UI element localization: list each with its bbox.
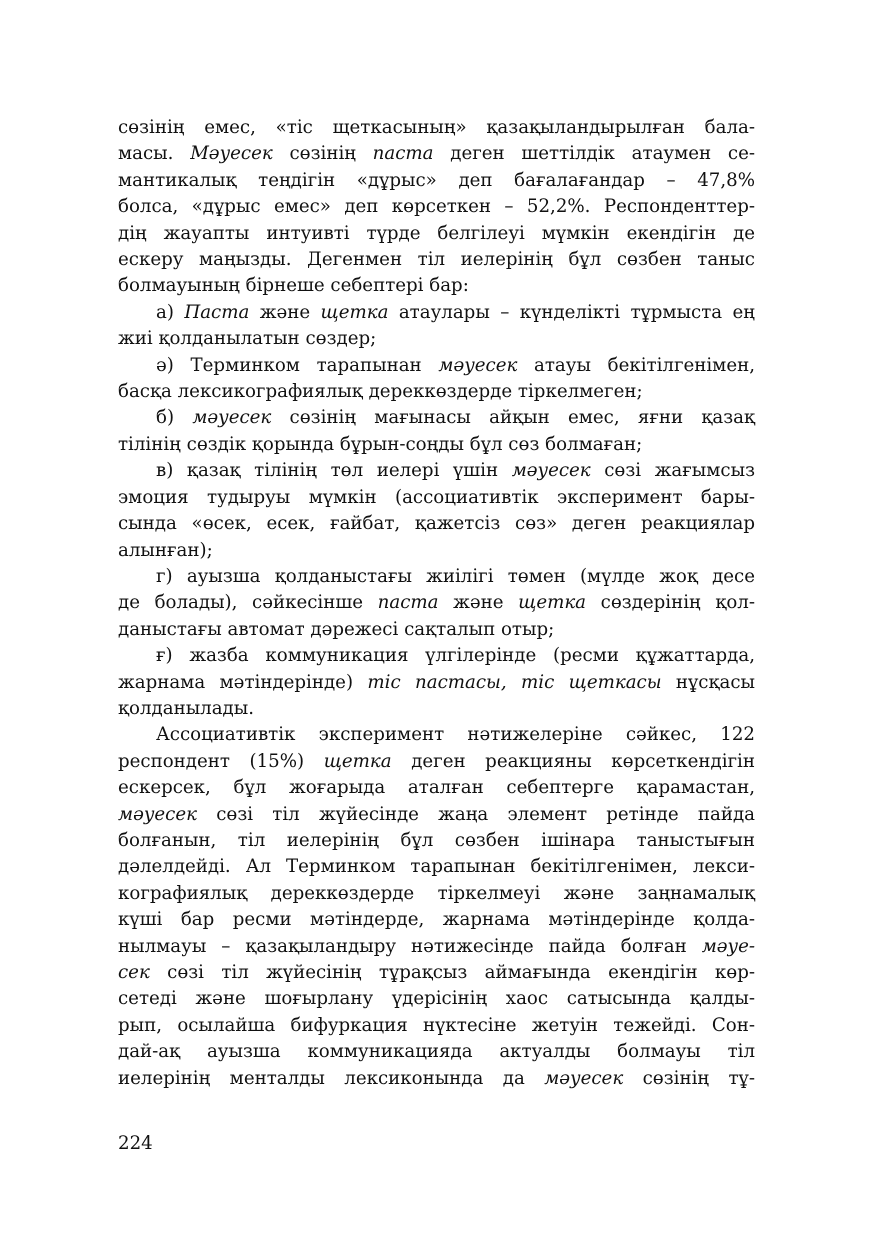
italic-term: щетка xyxy=(518,592,587,614)
text-run: сөзі тіл жүйесінің тұрақсыз аймағында екендігін көр- xyxy=(149,962,755,983)
text-run: алынған); xyxy=(118,539,213,561)
italic-term: Паста xyxy=(184,301,250,323)
text-line xyxy=(118,432,755,458)
paragraph-p7 xyxy=(118,643,755,722)
text-run: атаулары – күнделікті тұрмыста ең xyxy=(388,301,755,323)
italic-term: щетка xyxy=(323,750,392,772)
text-line xyxy=(118,670,755,696)
paragraph-p3 xyxy=(118,353,755,406)
text-run: де болады), сәйкесінше xyxy=(118,592,378,614)
text-line xyxy=(118,722,755,748)
text-run: респондент (15%) xyxy=(118,750,324,772)
text-line xyxy=(118,300,755,326)
text-run: болғанын, тіл иелерінің бұл сөзбен ішінара таныстығын xyxy=(118,829,755,851)
text-line xyxy=(118,353,755,379)
text-run: деген шеттілдік атаумен се- xyxy=(433,143,755,165)
text-line xyxy=(118,1013,755,1039)
text-line xyxy=(118,326,755,352)
text-run: мантикалық теңдігін «дұрыс» деп бағалағандар – 47,8% xyxy=(118,169,755,191)
text-line xyxy=(118,775,755,801)
text-run: кографиялық дереккөздерде тіркелмеуі және заңнамалық xyxy=(118,882,755,904)
italic-term: сек xyxy=(118,962,150,983)
text-line xyxy=(118,564,755,590)
text-run: б) xyxy=(156,407,193,429)
paragraph-p2 xyxy=(118,300,755,353)
text-run: және xyxy=(438,592,519,614)
text-run: атауы бекітілгенімен, xyxy=(517,354,755,376)
text-run: сында «өсек, есек, ғайбат, қажетсіз сөз» деген реакциялар xyxy=(118,513,755,535)
text-run: Ассоциативтік эксперимент нәтижелеріне сәйкес, 122 xyxy=(156,724,755,746)
text-run: деген реакцияны көрсеткендігін xyxy=(391,750,755,772)
text-line xyxy=(118,590,755,616)
text-run: болмауының бірнеше себептері бар: xyxy=(118,275,469,297)
text-line xyxy=(118,881,755,907)
text-line xyxy=(118,643,755,669)
text-line xyxy=(118,141,755,167)
text-run: масы. xyxy=(118,143,191,165)
text-line xyxy=(118,168,755,194)
text-run: сөздерінің қол- xyxy=(586,592,755,614)
text-run: тілінің сөздік қорында бұрын-соңды бұл сөз болмаған; xyxy=(118,433,643,455)
text-run: сөзі тіл жүйесінде жаңа элемент ретінде пайда xyxy=(196,803,755,825)
text-run: басқа лексикографиялық дереккөздерде тіркелмеген; xyxy=(118,381,643,403)
paragraph-p6 xyxy=(118,564,755,643)
text-run: ә) Терминком тарапынан xyxy=(156,354,439,376)
text-line xyxy=(118,194,755,220)
text-run: г) ауызша қолданыстағы жиілігі төмен (мүлде жоқ десе xyxy=(156,565,755,587)
paragraph-p4 xyxy=(118,405,755,458)
paragraph-p5 xyxy=(118,458,755,564)
text-run: жарнама мәтіндерінде) xyxy=(118,671,368,693)
text-run: ескерсек, бұл жоғарыда аталған себептерге қарамастан, xyxy=(118,777,755,799)
text-line xyxy=(118,749,755,775)
text-run: нылмауы – қазақыландыру нәтижесінде пайда болған xyxy=(118,935,702,957)
text-run: даныстағы автомат дәрежесі сақталып отыр; xyxy=(118,618,555,640)
italic-term: мәуесек xyxy=(438,354,518,376)
text-line xyxy=(118,986,755,1012)
text-run: сетеді және шоғырлану үдерісінің хаос сатысында қалды- xyxy=(118,988,755,1010)
text-run: дай-ақ ауызша коммуникацияда актуалды болмауы тіл xyxy=(118,1041,755,1063)
text-line xyxy=(118,115,755,141)
text-run: сөзінің емес, «тіс щеткасының» қазақыландырылған бала- xyxy=(118,117,755,138)
text-line xyxy=(118,379,755,405)
text-run: сөзінің мағынасы айқын емес, яғни қазақ xyxy=(271,407,756,429)
text-run: ескеру маңызды. Дегенмен тіл иелерінің бұл сөзбен таныс xyxy=(118,249,755,271)
text-run: ғ) жазба коммуникация үлгілерінде (ресми құжаттарда, xyxy=(156,645,755,667)
italic-term: паста xyxy=(372,143,434,165)
text-line xyxy=(118,696,755,722)
text-run: дәлелдейді. Ал Терминком тарапынан бекітілгенімен, лекси- xyxy=(118,856,755,878)
italic-term: Мәуесек xyxy=(190,143,273,165)
text-run: а) xyxy=(156,301,185,323)
text-run: және xyxy=(249,301,321,323)
text-run: қолданылады. xyxy=(118,697,255,719)
text-line xyxy=(118,907,755,933)
italic-term: мәуесек xyxy=(192,407,272,429)
italic-term: мәуе- xyxy=(701,935,755,957)
text-line xyxy=(118,934,755,960)
text-run: күші бар ресми мәтіндерде, жарнама мәтіндерінде қолда- xyxy=(118,909,755,931)
text-line xyxy=(118,485,755,511)
text-run: сөзінің xyxy=(272,143,373,165)
italic-term: тіс пастасы, тіс щеткасы xyxy=(367,671,662,693)
text-line xyxy=(118,247,755,273)
text-line xyxy=(118,802,755,828)
text-run: эмоция тудыруы мүмкін (ассоциативтік эксперимент бары- xyxy=(118,486,755,508)
text-line xyxy=(118,1066,755,1092)
text-line xyxy=(118,617,755,643)
text-line xyxy=(118,511,755,537)
italic-term: щетка xyxy=(320,301,389,323)
italic-term: мәуесек xyxy=(544,1067,624,1089)
paragraph-p1 xyxy=(118,115,755,300)
paragraph-p8 xyxy=(118,722,755,1092)
text-line xyxy=(118,1039,755,1065)
text-line xyxy=(118,960,755,986)
text-run: нұсқасы xyxy=(661,671,756,693)
text-run: рып, осылайша бифуркация нүктесіне жетуін тежейді. Сон- xyxy=(118,1014,755,1036)
text-line xyxy=(118,538,755,564)
text-line xyxy=(118,854,755,880)
text-line xyxy=(118,458,755,484)
page-number: 224 xyxy=(118,1133,153,1154)
text-run: в) қазақ тілінің төл иелері үшін xyxy=(156,460,512,482)
italic-term: мәуесек xyxy=(118,803,197,825)
text-line xyxy=(118,405,755,431)
text-run: сөзі жағымсыз xyxy=(590,460,755,482)
document-body xyxy=(118,115,755,1092)
text-run: жиі қолданылатын сөздер; xyxy=(118,328,377,350)
text-run: болса, «дұрыс емес» деп көрсеткен – 52,2%. Респонденттер- xyxy=(118,196,755,218)
text-line xyxy=(118,221,755,247)
text-run: дің жауапты интуивті түрде белгілеуі мүмкін екендігін де xyxy=(118,222,755,244)
italic-term: мәуесек xyxy=(511,460,591,482)
text-line xyxy=(118,273,755,299)
text-run: сөзінің тұ- xyxy=(623,1067,755,1089)
text-line xyxy=(118,828,755,854)
text-run: иелерінің менталды лексиконында да xyxy=(118,1067,545,1089)
italic-term: паста xyxy=(377,592,439,614)
